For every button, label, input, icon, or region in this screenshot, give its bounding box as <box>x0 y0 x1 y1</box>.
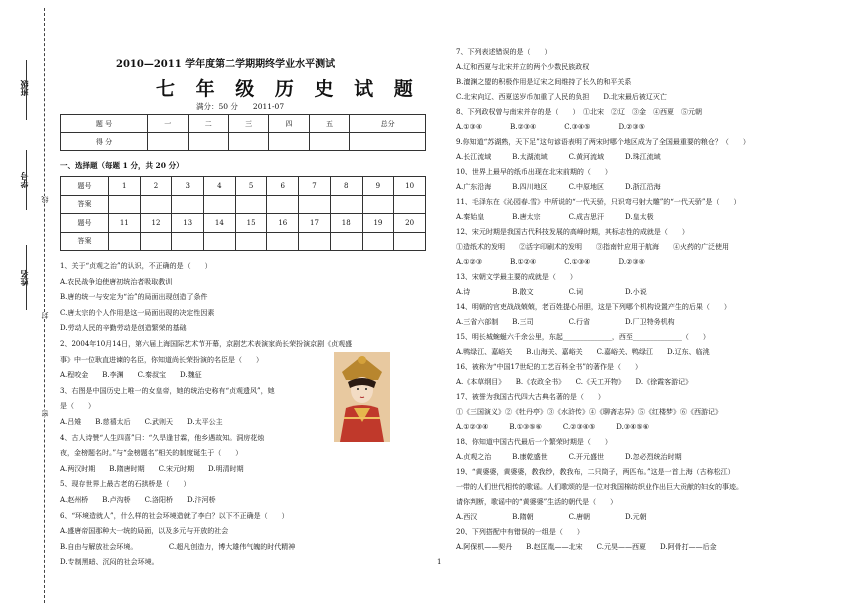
question-line: A.《本草纲目》 B.《农政全书》 C.《天工开物》 D.《徐霞客游记》 <box>456 378 693 386</box>
question-line: 11、毛泽东在《沁园春.雪》中所说的“一代天骄，只识弯弓射大雕”的“一代天骄”是（ ） <box>456 198 741 206</box>
question-line: A.农民战争迫使唐初统治者吸取教训 <box>60 277 173 286</box>
table-cell[interactable] <box>188 133 228 151</box>
question-line: D.专制黑暗、沉闷的社会环境。 <box>60 558 159 567</box>
table-cell[interactable] <box>330 232 362 251</box>
question-line: 2、2004年10月14日，第六届上海国际艺术节开幕，京剧艺术表演家尚长荣扮演京剧《贞观盛 <box>60 340 353 348</box>
answer-number-row <box>61 214 426 233</box>
table-cell[interactable] <box>204 232 236 251</box>
answer-blank-row <box>61 195 426 214</box>
question-line: A.秦始皇 B.唐太宗 C.成吉思汗 D.皇太极 <box>456 213 654 221</box>
class-label: 班级 <box>19 80 29 96</box>
section-title: 一、选择题（每题 1 分，共 20 分） <box>60 161 184 170</box>
table-cell: 9 <box>362 177 394 196</box>
question-line: A.诗 B.散文 C.词 D.小说 <box>456 288 647 296</box>
table-cell: 得 分 <box>61 133 148 151</box>
question-line: 15、明长城蜿蜒六千余公里，东起______________，西至______________（ ） <box>456 333 710 341</box>
question-line: A.①②③④ B.①③⑤⑥ C.②③④⑤ D.③④⑤⑥ <box>456 423 649 431</box>
table-cell: 10 <box>394 177 426 196</box>
table-cell: 五 <box>309 115 349 133</box>
question-line: 3、右图是中国历史上唯一的女皇帝，她的统治史称有“贞观遗风”，她 <box>60 386 275 395</box>
page-number: 1 <box>437 558 442 566</box>
table-cell: 5 <box>235 177 267 196</box>
table-cell: 总分 <box>350 115 426 133</box>
question-line: A.程咬金 B.李渊 C.秦叔宝 D.魏征 <box>60 371 202 380</box>
table-cell: 答案 <box>61 195 109 214</box>
question-line: 一带的人们世代相传的歌谣。人们歌颂的是一位对我国棉纺织业作出巨大贡献的妇女的事迹。 <box>456 483 743 491</box>
table-cell: 11 <box>108 214 140 233</box>
table-cell: 14 <box>204 214 236 233</box>
table-cell[interactable] <box>350 133 426 151</box>
table-cell[interactable] <box>269 133 309 151</box>
binding-margin <box>0 0 52 607</box>
table-cell: 7 <box>299 177 331 196</box>
question-line: 6、“环境造就人”，什么样的社会环境造就了李白？以下不正确是（ ） <box>60 511 289 520</box>
table-cell: 17 <box>299 214 331 233</box>
question-line: 14、明朝的官吏战战兢兢，老百姓提心吊胆，这是下列哪个机构设置产生的后果（ ） <box>456 303 731 311</box>
question-line: A.长江流域 B.太湖流域 C.黄河流域 D.珠江流域 <box>456 153 661 161</box>
table-cell: 12 <box>140 214 172 233</box>
class-field-line <box>26 60 27 120</box>
question-line: 16、被称为“中国17世纪的工艺百科全书”的著作是（ ） <box>456 363 642 371</box>
table-cell: 二 <box>188 115 228 133</box>
question-line: B.自由与解放社会环境。 C.超凡创造力，博大雄伟气魄的时代精神 <box>60 542 296 551</box>
question-line: 13、宋朝文学最主要的成就是（ ） <box>456 273 577 281</box>
table-cell[interactable] <box>228 133 268 151</box>
name-label: 姓名 <box>19 270 29 286</box>
question-line: C.北宋向辽、西夏送岁币加重了人民的负担 D.北宋最后被辽灭亡 <box>456 93 667 101</box>
table-cell: 1 <box>108 177 140 196</box>
cut-mark-line: 线 <box>41 196 49 203</box>
table-cell[interactable] <box>299 232 331 251</box>
table-cell[interactable] <box>235 195 267 214</box>
question-line: 请你判断，歌谣中的“黄婆婆”生活的朝代是（ ） <box>456 498 618 506</box>
score-value-row <box>61 133 426 151</box>
question-line: B.澶渊之盟的积极作用是辽宋之间维持了长久的和平关系 <box>456 78 632 86</box>
table-cell: 三 <box>228 115 268 133</box>
table-cell[interactable] <box>394 195 426 214</box>
question-line: A.吕雉 B.慈禧太后 C.武则天 D.太平公主 <box>60 418 223 426</box>
table-cell: 3 <box>172 177 204 196</box>
table-cell[interactable] <box>204 195 236 214</box>
question-line: ①《三国演义》②《牡丹亭》③《水浒传》④《聊斋志异》⑤《红楼梦》⑥《西游记》 <box>456 408 722 416</box>
question-line: 夜，金榜题名时。”与“金榜题名”相关的制度诞生于（ ） <box>60 449 243 458</box>
student-id-field-line <box>26 150 27 210</box>
table-cell[interactable] <box>330 195 362 214</box>
question-line: 17、被誉为我国古代四大古典名著的是（ ） <box>456 393 605 401</box>
table-cell[interactable] <box>108 195 140 214</box>
question-line: A.辽和西夏与北宋并立的两个少数民族政权 <box>456 63 590 71</box>
question-line: ①造纸术的发明 ②活字印刷术的发明 ③指南针应用于航海 ④火药的广泛使用 <box>456 243 729 251</box>
question-line: 20、下列搭配中有错误的一组是（ ） <box>456 528 584 536</box>
question-line: 9.你知道“苏湖熟，天下足”这句谚语表明了两宋时哪个地区成为了全国最重要的粮仓？（ ） <box>456 138 750 146</box>
table-cell[interactable] <box>235 232 267 251</box>
table-cell: 8 <box>330 177 362 196</box>
answer-blank-row <box>61 232 426 251</box>
table-cell[interactable] <box>140 195 172 214</box>
table-cell: 6 <box>267 177 299 196</box>
question-line: A.三省六部制 B.三司 C.行省 D.厂卫特务机构 <box>456 318 675 326</box>
question-line: A.鸭绿江、嘉峪关 B.山海关、嘉峪关 C.嘉峪关、鸭绿江 D.辽东、临洮 <box>456 348 710 356</box>
table-cell: 四 <box>269 115 309 133</box>
table-cell: 16 <box>267 214 299 233</box>
question-line: D.劳动人民的辛勤劳动是创造繁荣的基础 <box>60 324 187 333</box>
table-cell: 20 <box>394 214 426 233</box>
question-line: A.盛唐帝国那种大一统的局面，以及多元与开放的社会 <box>60 527 229 536</box>
name-field-line <box>26 245 27 310</box>
table-cell: 2 <box>140 177 172 196</box>
table-cell[interactable] <box>140 232 172 251</box>
table-cell: 答案 <box>61 232 109 251</box>
answer-table <box>60 176 426 251</box>
question-line: B.唐的统一与安定为“治”的局面出现创造了条件 <box>60 293 208 302</box>
question-line: A.两汉时期 B.隋唐时期 C.宋元时期 D.明清时期 <box>60 464 244 473</box>
table-cell[interactable] <box>172 195 204 214</box>
answer-number-row <box>61 177 426 196</box>
table-cell[interactable] <box>267 195 299 214</box>
question-line: 19、“黄婆婆，黄婆婆，教我纱，教我布，二只筒子，两匹布。”这是一首上海（古称松江） <box>456 468 735 476</box>
table-cell[interactable] <box>267 232 299 251</box>
table-cell: 题号 <box>61 214 109 233</box>
table-cell: 15 <box>235 214 267 233</box>
table-cell[interactable] <box>394 232 426 251</box>
table-cell: 13 <box>172 214 204 233</box>
question-line: 5、现存世界上最古老的石拱桥是（ ） <box>60 480 191 489</box>
score-header-row <box>61 115 426 133</box>
question-line: A.贞观之治 B.康乾盛世 C.开元盛世 D.忽必烈统治时期 <box>456 453 682 461</box>
score-table <box>60 114 426 151</box>
question-line: 8、下列政权曾与南宋并存的是（ ） ①北宋 ②辽 ③金 ④西夏 ⑤元朝 <box>456 108 702 116</box>
table-cell[interactable] <box>108 232 140 251</box>
question-line: 18、你知道中国古代最后一个繁荣时期是（ ） <box>456 438 612 446</box>
exam-title: 2010—2011 学年度第二学期期终学业水平测试 <box>116 59 336 70</box>
student-id-label: 学号 <box>19 172 29 188</box>
binding-line <box>44 8 45 603</box>
question-line: A.广东沿海 B.四川地区 C.中原地区 D.浙江沿海 <box>456 183 661 191</box>
question-line: 12、宋元时期是我国古代科技发展的高峰时期，其标志性的成就是（ ） <box>456 228 689 236</box>
cut-mark-secret: 密 <box>41 410 49 417</box>
question-line: 10、世界上最早的纸币出现在北宋前期的（ ） <box>456 168 612 176</box>
table-cell[interactable] <box>172 232 204 251</box>
question-line: 1、关于“贞观之治”的认识，不正确的是（ ） <box>60 262 212 270</box>
question-line: 是（ ） <box>60 402 95 411</box>
table-cell[interactable] <box>148 133 188 151</box>
table-cell[interactable] <box>362 232 394 251</box>
table-cell: 一 <box>148 115 188 133</box>
question-line: A.①②③ B.①②④ C.①③④ D.②③④ <box>456 258 645 266</box>
exam-meta: 满分：50 分 2011-07 <box>196 102 285 111</box>
table-cell[interactable] <box>362 195 394 214</box>
question-line: 事》中一位耿直进谏的名臣，你知道尚长荣扮演的名臣是（ ） <box>60 355 263 364</box>
question-line: C.唐太宗的个人作用是这一局面出现的决定性因素 <box>60 308 215 317</box>
empress-portrait <box>334 352 390 442</box>
subject-title: 七 年 级 历 史 试 题 <box>156 78 420 100</box>
table-cell: 18 <box>330 214 362 233</box>
question-line: A.赵州桥 B.卢沟桥 C.洛阳桥 D.汴河桥 <box>60 496 216 504</box>
table-cell: 4 <box>204 177 236 196</box>
table-cell[interactable] <box>309 133 349 151</box>
question-line: A.①③④ B.②③④ C.③④⑤ D.②③⑤ <box>456 123 645 131</box>
cut-mark-seal: 封 <box>41 312 49 319</box>
question-line: A.西汉 B.隋朝 C.唐朝 D.元朝 <box>456 513 647 521</box>
table-cell[interactable] <box>299 195 331 214</box>
table-cell: 题 号 <box>61 115 148 133</box>
question-line: A.阿保机——契丹 B.赵匡胤——北宋 C.元昊——西夏 D.阿骨打——后金 <box>456 543 717 551</box>
question-line: 7、下列表述错误的是（ ） <box>456 48 552 56</box>
table-cell: 题号 <box>61 177 109 196</box>
table-cell: 19 <box>362 214 394 233</box>
question-line: 4、古人诗赞“人生四喜”曰：“久旱逢甘霖，他乡遇故知。洞房花烛 <box>60 433 265 442</box>
